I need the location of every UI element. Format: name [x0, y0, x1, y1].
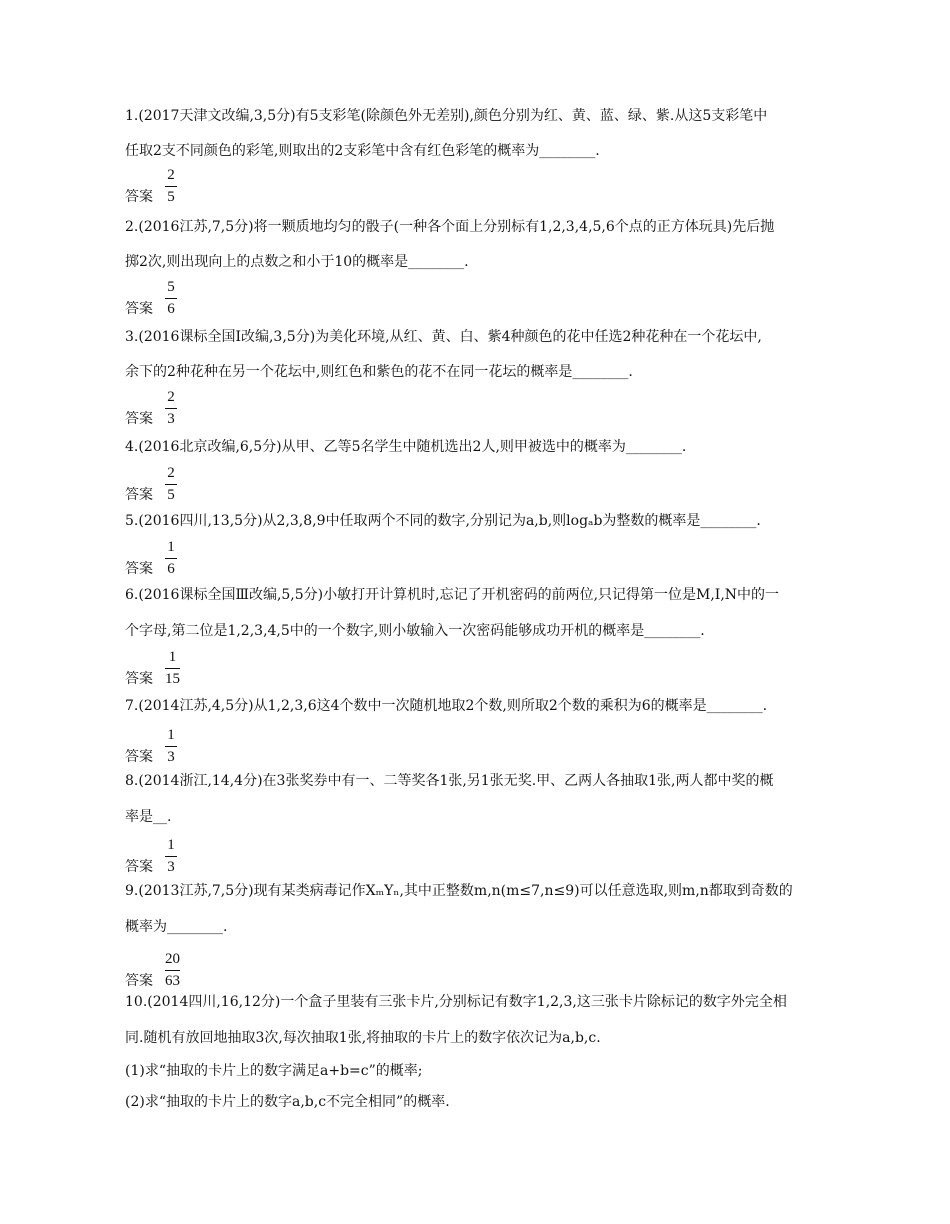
- q2-line2: 掷2次,则出现向上的点数之和小于10的概率是________.: [125, 254, 469, 270]
- answer-fraction: [165, 167, 177, 206]
- denominator: 6: [167, 561, 175, 577]
- answer-fraction: [165, 389, 177, 428]
- answer-3: [125, 380, 325, 428]
- q2-line1: 2.(2016江苏,7,5分)将一颗质地均匀的骰子(一种各个面上分别标有1,2,3,4,5,6个点的正方体玩具)先后抛: [125, 219, 775, 235]
- answer-label: 答案: [125, 487, 153, 503]
- fraction-bar: [165, 298, 177, 299]
- numerator: 2: [167, 465, 175, 481]
- q8-line2: 率是__.: [125, 809, 172, 825]
- answer-label: 答案: [125, 973, 153, 989]
- answer-label: 答案: [125, 749, 153, 765]
- answer-fraction: [165, 539, 177, 578]
- numerator: 5: [167, 279, 175, 295]
- denominator: 3: [167, 859, 175, 875]
- fraction-bar: [165, 186, 177, 187]
- fraction-bar: [165, 484, 177, 485]
- answer-fraction: [165, 727, 177, 766]
- denominator: 15: [165, 671, 180, 687]
- fraction-bar: [165, 668, 180, 669]
- numerator: 2: [167, 167, 175, 183]
- answer-label: 答案: [125, 301, 153, 317]
- answer-4: [125, 456, 325, 504]
- q10-part1: (1)求“抽取的卡片上的数字满足a+b=c”的概率;: [125, 1063, 423, 1079]
- fraction-bar: [165, 856, 177, 857]
- answer-label: 答案: [125, 411, 153, 427]
- fraction-bar: [165, 970, 180, 971]
- denominator: 3: [167, 749, 175, 765]
- answer-7: [125, 718, 325, 766]
- answer-8: [125, 828, 325, 876]
- answer-2: [125, 270, 325, 318]
- denominator: 63: [165, 973, 180, 989]
- q7-line1: 7.(2014江苏,4,5分)从1,2,3,6这4个数中一次随机地取2个数,则所取2个数的乘积为6的概率是________.: [125, 698, 768, 714]
- answer-fraction: [165, 837, 177, 876]
- numerator: 20: [165, 951, 180, 967]
- answer-fraction: [165, 649, 180, 688]
- answer-label: 答案: [125, 189, 153, 205]
- fraction-bar: [165, 558, 177, 559]
- q1-line1: 1.(2017天津文改编,3,5分)有5支彩笔(除颜色外无差别),颜色分别为红、黄、蓝、绿、紫.从这5支彩笔中: [125, 108, 768, 124]
- answer-6: [125, 640, 325, 688]
- q10-line1: 10.(2014四川,16,12分)一个盒子里装有三张卡片,分别标记有数字1,2,3,这三张卡片除标记的数字外完全相: [125, 994, 787, 1010]
- denominator: 3: [167, 411, 175, 427]
- numerator: 1: [168, 649, 177, 665]
- q3-line1: 3.(2016课标全国Ⅰ改编,3,5分)为美化环境,从红、黄、白、紫4种颜色的花中任选2种花种在一个花坛中,: [125, 329, 762, 345]
- q6-line1: 6.(2016课标全国Ⅲ改编,5,5分)小敏打开计算机时,忘记了开机密码的前两位,只记得第一位是M,I,N中的一: [125, 587, 780, 603]
- answer-fraction: [165, 465, 177, 504]
- answer-label: 答案: [125, 561, 153, 577]
- fraction-bar: [165, 746, 177, 747]
- numerator: 1: [167, 837, 175, 853]
- answer-fraction: [165, 279, 177, 318]
- q5-line1: 5.(2016四川,13,5分)从2,3,8,9中任取两个不同的数字,分别记为a,b,则logₐb为整数的概率是________.: [125, 513, 761, 529]
- answer-label: 答案: [125, 671, 153, 687]
- answer-fraction: [165, 951, 180, 990]
- q4-line1: 4.(2016北京改编,6,5分)从甲、乙等5名学生中随机选出2人,则甲被选中的概率为________.: [125, 439, 687, 455]
- numerator: 2: [167, 389, 175, 405]
- q9-line1: 9.(2013江苏,7,5分)现有某类病毒记作XₘYₙ,其中正整数m,n(m≤7,n≤9)可以任意选取,则m,n都取到奇数的: [125, 883, 793, 899]
- q6-line2: 个字母,第二位是1,2,3,4,5中的一个数字,则小敏输入一次密码能够成功开机的概率是________.: [125, 623, 705, 639]
- q9-line2: 概率为________.: [125, 919, 228, 935]
- denominator: 5: [167, 487, 175, 503]
- numerator: 1: [167, 727, 175, 743]
- answer-label: 答案: [125, 859, 153, 875]
- q3-line2: 余下的2种花种在另一个花坛中,则红色和紫色的花不在同一花坛的概率是________.: [125, 364, 633, 380]
- q10-line2: 同.随机有放回地抽取3次,每次抽取1张,将抽取的卡片上的数字依次记为a,b,c.: [125, 1030, 601, 1046]
- answer-1: [125, 158, 325, 206]
- numerator: 1: [167, 539, 175, 555]
- denominator: 6: [167, 301, 175, 317]
- answer-5: [125, 530, 325, 578]
- fraction-bar: [165, 408, 177, 409]
- q10-part2: (2)求“抽取的卡片上的数字a,b,c不完全相同”的概率.: [125, 1094, 450, 1110]
- answer-9: [125, 942, 325, 990]
- q8-line1: 8.(2014浙江,14,4分)在3张奖券中有一、二等奖各1张,另1张无奖.甲、乙两人各抽取1张,两人都中奖的概: [125, 773, 774, 789]
- denominator: 5: [167, 189, 175, 205]
- q1-line2: 任取2支不同颜色的彩笔,则取出的2支彩笔中含有红色彩笔的概率为________.: [125, 143, 600, 159]
